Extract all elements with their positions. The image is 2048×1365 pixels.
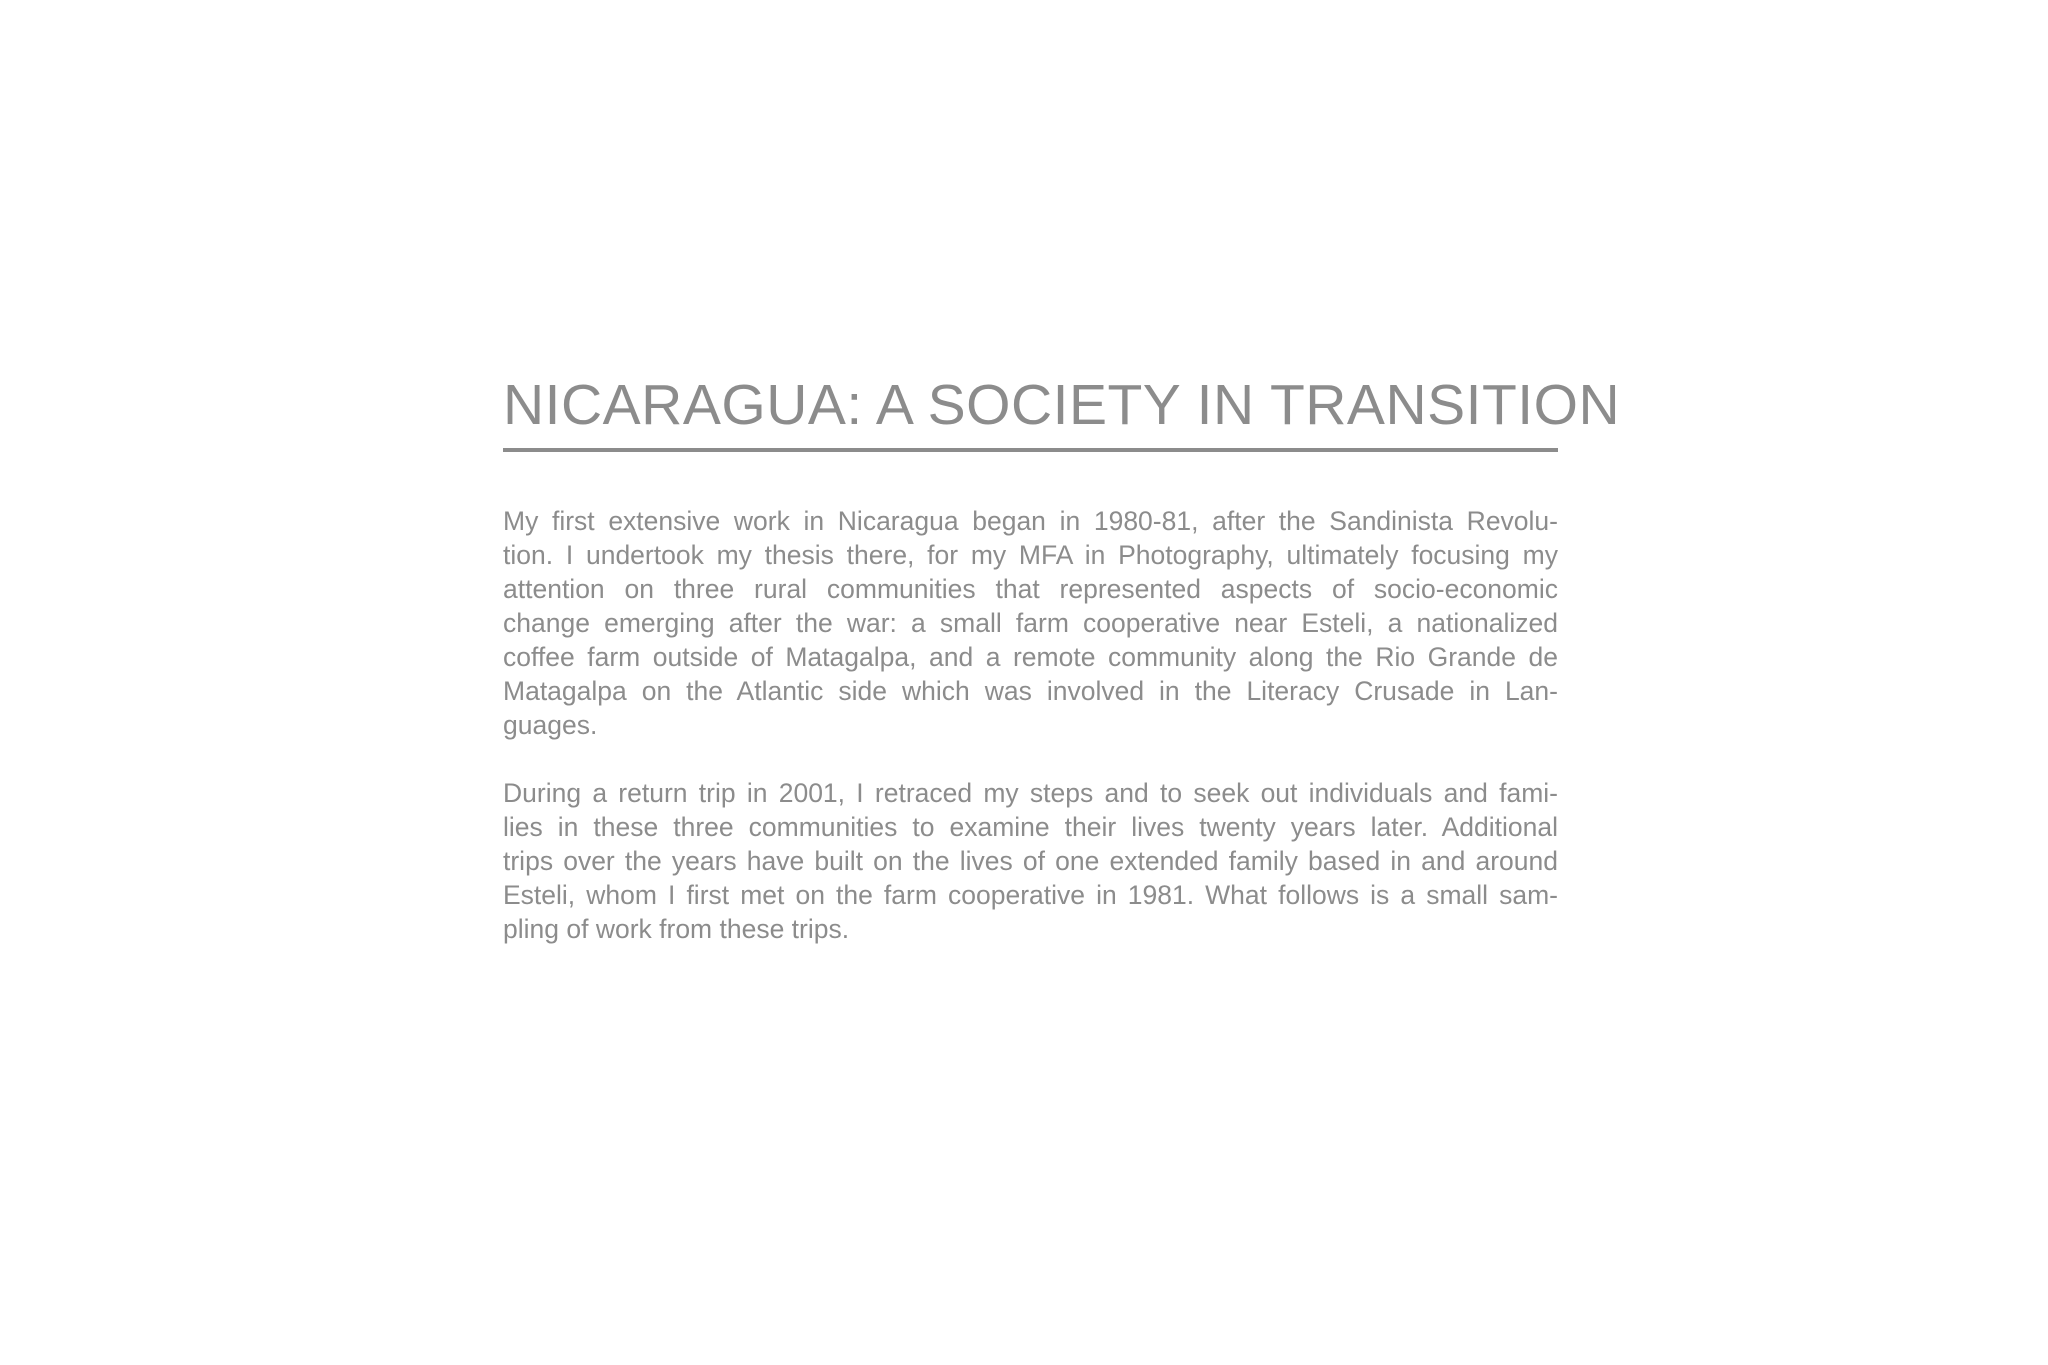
paragraph-line: guages. bbox=[503, 710, 598, 740]
paragraph-line: My first extensive work in Nicaragua began in 1980-81, after the Sandinista Revolu- bbox=[503, 506, 1558, 536]
paragraph-line: coffee farm outside of Matagalpa, and a remote community along the Rio Grande de bbox=[503, 642, 1558, 672]
paragraph-line: Esteli, whom I first met on the farm cooperative in 1981. What follows is a small sam- bbox=[503, 880, 1558, 910]
paragraph-1 bbox=[503, 504, 1558, 742]
paragraph-line: attention on three rural communities that represented aspects of socio-economic bbox=[503, 574, 1558, 604]
paragraph-line: trips over the years have built on the lives of one extended family based in and around bbox=[503, 846, 1558, 876]
paragraph-line: tion. I undertook my thesis there, for my MFA in Photography, ultimately focusing my bbox=[503, 540, 1558, 570]
paragraph-line: During a return trip in 2001, I retraced my steps and to seek out individuals and fami- bbox=[503, 778, 1558, 808]
body-text bbox=[503, 504, 1558, 946]
paragraph-line: Matagalpa on the Atlantic side which was involved in the Literacy Crusade in Lan- bbox=[503, 676, 1558, 706]
paragraph-line: pling of work from these trips. bbox=[503, 914, 850, 944]
paragraph-line: change emerging after the war: a small farm cooperative near Esteli, a nationalized bbox=[503, 608, 1558, 638]
content-block bbox=[503, 372, 1621, 946]
paragraph-line: lies in these three communities to examine their lives twenty years later. Additional bbox=[503, 812, 1558, 842]
title-underline bbox=[503, 448, 1558, 452]
paragraph-2 bbox=[503, 776, 1558, 946]
page-title: NICARAGUA: A SOCIETY IN TRANSITION bbox=[503, 373, 1621, 437]
